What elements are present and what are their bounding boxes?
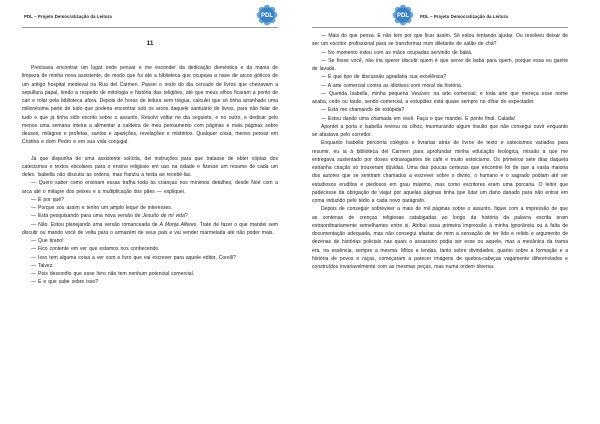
left-header-rule bbox=[22, 27, 278, 28]
paragraph: Precisava encontrar um lugar onde pensar e me esconder da dedicação doméstica e da mania de limpeza de minha nova assistente, de modo que fui até a biblioteca que ocupava a nave de arcos góticos de um antigo hospital medieval na Rua del Carmen. Passei o resto do dia cercado de livros que cheiravam a sepultura papal, lendo a respeito de mitologia e história das religiões, até que meus olhos ficaram a ponto de cair e rolar pela biblioteca afora. Depois de horas de leitura sem trégua, calculei que só tinha arranhado uma milionésima parte de tudo que poderia encontrar sob os arcos daquele santuário de livros, para não falar de tudo o que já tinha sido escrito sobre o assunto. Resolvi voltar no dia seguinte, e no outro, e dedicar pelo menos uma semana inteira a alimentar a caldeira de meu pensamento com páginas e mais páginas sobre deuses, milagres e profetas, santos e aparições, revelações e mistérios. Qualquer coisa, menos pensar em Cristina e dom Pedro e em sua vida conjugal. bbox=[22, 65, 278, 146]
paragraph: — Está me chamando de estúpida? bbox=[321, 107, 405, 114]
paragraph: — Fico contente em ver que estamos nos conhecendo. bbox=[31, 246, 160, 253]
pdl-logo-icon bbox=[392, 4, 414, 26]
paragraph: — E o que sabe sobre isso? bbox=[31, 279, 99, 286]
paragraph: Já que dispunha de uma assistente solícita, dei instruções para que tratasse de obter cópias dos catecismos e textos escolares para o ensino religioso em uso na cidade e fizesse um resumo de cada um deles. Isabella não discutiu as ordens, mas franziu a testa ao recebê-las. bbox=[22, 155, 278, 178]
page-number: 11 bbox=[146, 40, 154, 47]
logo-text: PDL bbox=[261, 13, 273, 20]
left-header-title: PDL – Projeto Democratização da Leitura bbox=[24, 14, 112, 19]
paragraph: — Pois desconfio que esse livro não tem nenhum potencial comercial. bbox=[31, 271, 195, 277]
right-header-rule bbox=[312, 27, 568, 28]
paragraph: Apontei a porta e Isabella revirou os olhos, murmurando algum insulto que não consegui ouvir enquanto se afastava pelo corredor. bbox=[312, 123, 568, 138]
paragraph: — E que tipo de discussão agradaria sua excelência? bbox=[321, 74, 447, 81]
paragraph: — É por quê? bbox=[31, 196, 64, 203]
left-page-body bbox=[22, 64, 278, 287]
paragraph: — Não. Estou planejando uma versão romanceada de A Monja Alferes. Trate de fazer o que mandei sem discutir ou mando você de volta para o armazém de seus pais e vai vender marmelada até não poder mais. bbox=[22, 221, 278, 236]
paragraph: — Talvez. bbox=[31, 262, 54, 269]
paragraph: Depois de conseguir sobreviver a mais de mil páginas sobre o assunto, fiquei com a impressão de que as centenas de crenças religiosas catalogadas ao longo da história da palavra escrita eram extraordinariamente semelhantes entre si. Atribuí essa primeira impressão à minha ignorância ou à falta de documentação adequada, mas não consegui afastar de mim a sensação de ter lido e relido o argumento de dezenas de histórias policiais nas quais o assassino podia ser esse ou aquele, mas a mecânica da trama era, na essência, sempre a mesma. Mitos e lendas, tanto sobre divindades, quanto sobre a formação e a história de povos e raças, começaram a parecer imagens de quebra-cabeças vagamente diferenciados e construídos invariavelmente com as mesmas peças, mas numa ordem diversa. bbox=[312, 206, 568, 270]
paragraph: — A arte comercial contra as idiotices com moral da história. bbox=[321, 82, 463, 89]
italic-title: A Monja Alferes bbox=[159, 221, 197, 228]
right-header-title: PDL – Projeto Democratização da Leitura bbox=[420, 14, 508, 19]
right-page-content bbox=[312, 32, 568, 271]
paragraph: — Quero saber como ensinam essas trafha toda às crianças nos mínimos detalhes, desde Noé com a arca até o milagre dos peixes e a multiplicação dos pães — expliquei. bbox=[22, 180, 278, 195]
paragraph: — Está pesquisando para uma nova versão de Jesuíto de mi vida? bbox=[31, 213, 188, 220]
right-page-body bbox=[312, 32, 568, 271]
paragraph: — Estou dando uma chamada em você. Faça o que mandei. E ponto final. Calada! bbox=[321, 115, 516, 122]
paragraph: — Porque sou assim e tenho um amplo leque de interesses. bbox=[31, 205, 173, 211]
italic-title: Jesuíto de mi vida bbox=[142, 213, 185, 220]
paragraph: — Mais do que pensa. E não tem por que ficar assim. Só estou tentando ajudar. Ou resolveu deixar de ser um escritor profissional para se transformar num diletante de salão de chá? bbox=[312, 33, 568, 48]
pdl-logo-icon bbox=[256, 4, 278, 26]
left-page-header bbox=[22, 0, 278, 28]
left-page-content bbox=[22, 40, 278, 287]
paragraph: Enquanto Isabella percorria colégios e livrarias atrás de livros de texto e catecismos variados para resumir, eu ia à biblioteca del Carmen para aprofundar minha educação teológica, missão a que me entregava sustentado por doses extravagantes de café e muito estoicismo. Os primeiros sete dias daquela estranha criação só trouxeram dúvidas. Uma das poucas certezas que encontrei foi de que a vasta maioria dos autores que se sentiram chamados a escrever sobre o divino, o humano e o sagrado podiam até ser estudiosos eruditos e piedosos em grau máximo, mas como escritores eram uma porcaria. O leitor que padecesse da obrigação de viajar por aquelas páginas tinha que lutar um dano danado para não entrar em coma induzido pelo tédio a cada novo parágrafo. bbox=[312, 140, 568, 204]
paragraph: — No momento estou com as mãos ocupadas servindo de babá. bbox=[321, 49, 473, 56]
right-page-header bbox=[312, 0, 568, 28]
paragraph: — Isso tem alguma coisa a ver com o livro que vai escrever para aquele editor, Corelli? bbox=[31, 254, 236, 261]
paragraph: — Se fosse você, não iria querer discutir quem é que serve de babá para quem, porque essa eu ganho de lavada. bbox=[312, 57, 568, 72]
paragraph: — Querida Isabella, minha pequena Vesúvio: na arte comercial, e toda arte que mereça esse nome acaba, cedo ou tarde, sendo comercial, a estupidez está quase sempre no olhar do espectador. bbox=[312, 90, 568, 105]
paragraph: — Que tirano! bbox=[31, 238, 64, 244]
right-page bbox=[300, 0, 600, 424]
logo-text: PDL bbox=[397, 13, 409, 20]
